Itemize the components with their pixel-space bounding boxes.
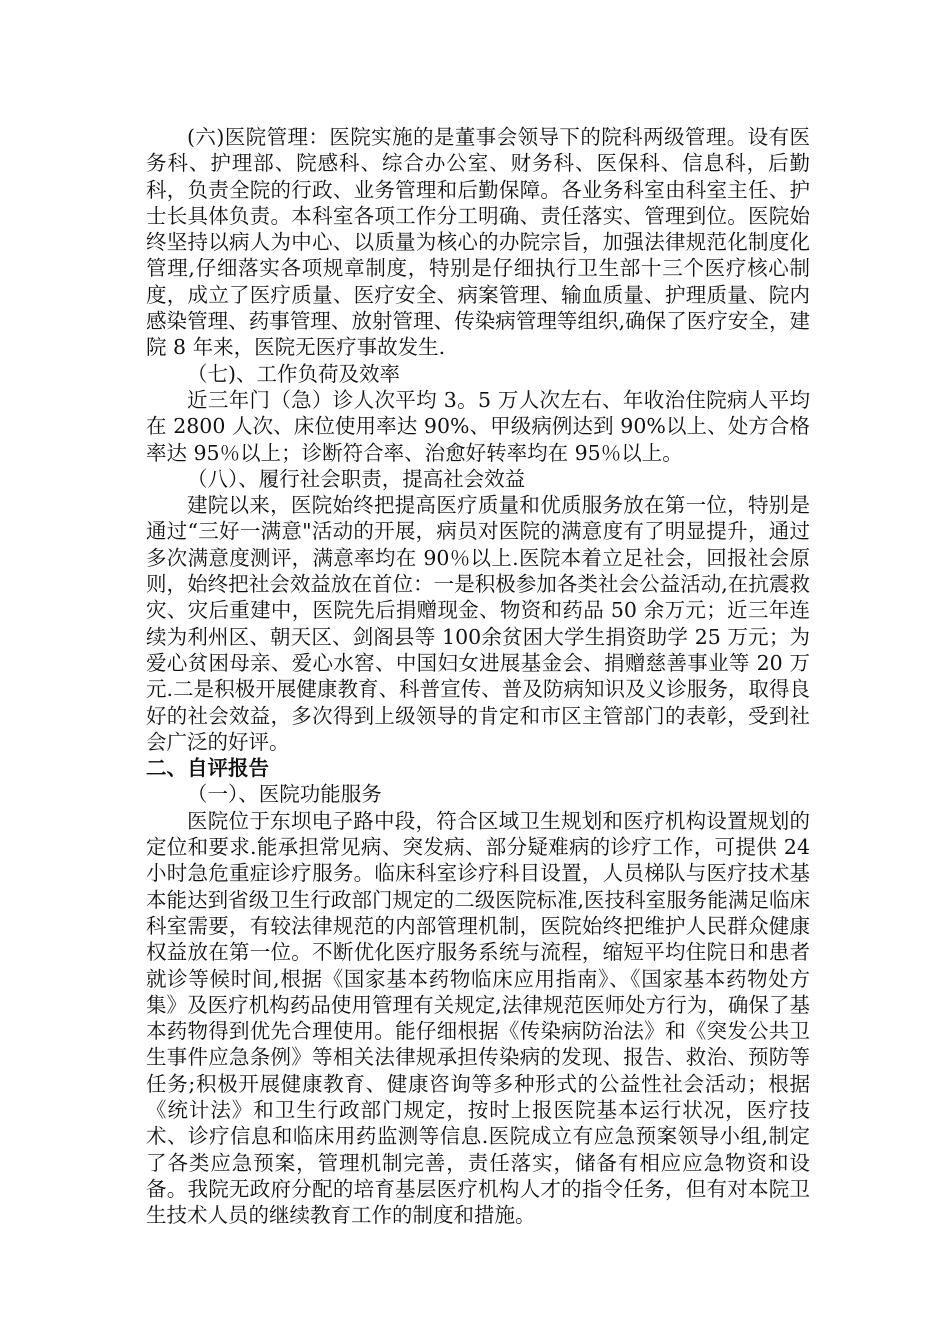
paragraph-workload-efficiency: 近三年门（急）诊人次平均 3。5 万人次左右、年收治住院病人平均在 2800 人次、床位使用率达 90%、甲级病例达到 90%以上、处方合格率达 95％以上；诊断符合率、治愈好转率均在 95％以上。 [146, 387, 810, 465]
subheading-hospital-function: （一）、医院功能服务 [187, 782, 382, 807]
subheading-workload-efficiency: （七)、工作负荷及效率 [187, 361, 400, 386]
paragraph-hospital-function: 医院位于东坝电子路中段，符合区域卫生规划和医疗机构设置规划的定位和要求.能承担常见病、突发病、部分疑难病的诊疗工作，可提供 24 小时急危重症诊疗服务。临床科室诊疗科目设置，人员梯队与医疗技术基本能达到省级卫生行政部门规定的二级医院标准,医技科室服务能满足临床科室需要，有较法律规范的内部管理机制，医院始终把维护人民群众健康权益放在第一位。不断优化医疗服务系统与流程，缩短平均住院日和患者就诊等候时间,根据《国家基本药物临床应用指南》、《国家基本药物处方集》及医疗机构药品使用管理有关规定,法律规范医师处方行为，确保了基本药物得到优先合理使用。能仔细根据《传染病防治法》和《突发公共卫生事件应急条例》等相关法律规承担传染病的发现、报告、救治、预防等任务;积极开展健康教育、健康咨询等多种形式的公益性社会活动；根据《统计法》和卫生行政部门规定，按时上报医院基本运行状况，医疗技术、诊疗信息和临床用药监测等信息.医院成立有应急预案领导小组,制定了各类应急预案，管理机制完善，责任落实，储备有相应应急物资和设备。我院无政府分配的培育基层医疗机构人才的指令任务，但有对本院卫生技术人员的继续教育工作的制度和措施。 [146, 808, 810, 1228]
paragraph-social-responsibility: 建院以来，医院始终把提高医疗质量和优质服务放在第一位，特别是通过“三好一满意"活动的开展，病员对医院的满意度有了明显提升，通过多次满意度测评，满意率均在 90％以上.医院本着立足社会，回报社会原则，始终把社会效益放在首位：一是积极参加各类社会公益活动,在抗震救灾、灾后重建中，医院先后捐赠现金、物资和药品 50 余万元；近三年连续为利州区、朝天区、剑阁县等 100余贫困大学生捐资助学 25 万元；为爱心贫困母亲、爱心水窖、中国妇女进展基金会、捐赠慈善事业等 20 万元.二是积极开展健康教育、科普宣传、普及防病知识及义诊服务，取得良好的社会效益，多次得到上级领导的肯定和市区主管部门的表彰，受到社会广泛的好评。 [146, 493, 810, 754]
subheading-social-responsibility: （八）、履行社会职责，提高社会效益 [187, 466, 526, 491]
paragraph-hospital-management: (六)医院管理：医院实施的是董事会领导下的院科两级管理。设有医务科、护理部、院感科、综合办公室、财务科、医保科、信息科，后勤科，负责全院的行政、业务管理和后勤保障。各业务科室由科室主任、护士长具体负责。本科室各项工作分工明确、责任落实、管理到位。医院始终坚持以病人为中心、以质量为核心的办院宗旨，加强法律规范化制度化管理,仔细落实各项规章制度，特别是仔细执行卫生部十三个医疗核心制度，成立了医疗质量、医疗安全、病案管理、输血质量、护理质量、院内感染管理、药事管理、放射管理、传染病管理等组织,确保了医疗安全，建院 8 年来，医院无医疗事故发生. [146, 125, 810, 360]
section-heading-self-evaluation: 二、自评报告 [146, 756, 269, 781]
document-page [146, 124, 810, 1228]
